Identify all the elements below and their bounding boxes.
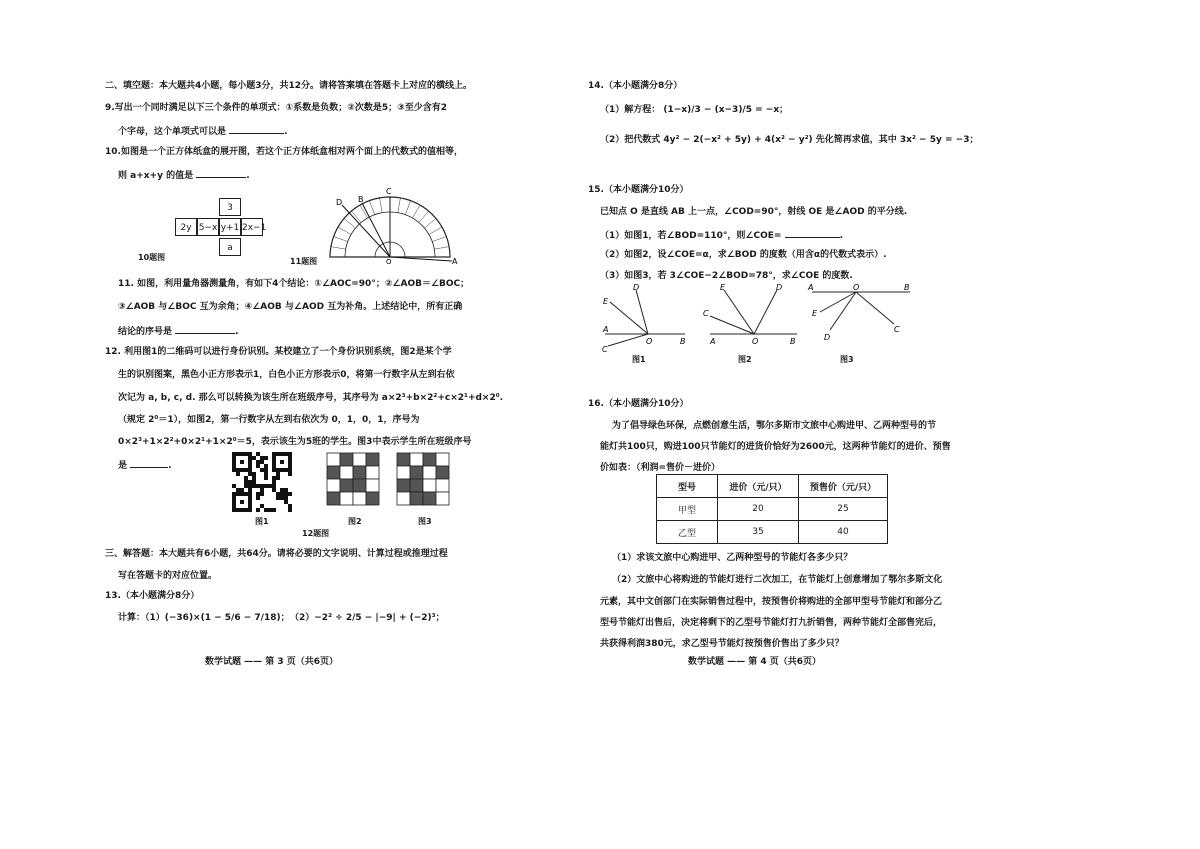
qr-module <box>232 468 236 472</box>
qr-module <box>264 456 268 460</box>
qr-module <box>276 496 280 500</box>
qr-module <box>264 464 268 468</box>
q15-fig1-caption: 图1 <box>632 355 646 364</box>
q9-text: 个字母，这个单项式可以是 <box>118 127 227 137</box>
section3-line2: 写在答题卡的对应位置。 <box>118 571 218 581</box>
q16-part2-line3: 型号节能灯出售后，决定将剩下的乙型号节能灯打九折销售，两种节能灯全部售完后， <box>600 618 943 628</box>
label-o: O <box>646 337 653 346</box>
grid-cell <box>340 453 353 466</box>
q13-part1: 计算：（1）(−36)×(1 − 5/6 − 7/18)； <box>118 613 290 623</box>
label-o: O <box>853 283 860 292</box>
q10-line1: 10.如图是一个正方体纸盒的展开图，若这个正方体纸盒相对两个面上的代数式的值相等， <box>105 147 463 157</box>
q11-answer-blank <box>175 324 235 334</box>
q15-title: 15.（本小题满分10分） <box>588 185 689 195</box>
qr-module <box>248 492 252 496</box>
qr-module <box>288 460 292 464</box>
q12-line2: 生的识别图案，黑色小正方形表示1，白色小正方形表示0，将第一行数字从左到右依 <box>118 370 455 380</box>
q16-line1: 为了倡导绿色环保，点燃创意生活，鄂尔多斯市文旅中心购进甲、乙两种型号的节 <box>612 421 937 431</box>
qr-module <box>272 480 276 484</box>
grid-cell <box>423 479 436 492</box>
fig11-caption: 11题图 <box>290 257 318 266</box>
table-cell: 甲型 <box>657 498 718 521</box>
label-e: E <box>603 297 609 306</box>
grid-cell <box>423 492 436 505</box>
qr-module <box>260 468 264 472</box>
q14-part1-label: （1）解方程： <box>600 105 661 115</box>
ray-od <box>754 290 777 334</box>
qr-module <box>248 456 252 460</box>
q16-part1: （1）求该文旅中心购进甲、乙两种型号的节能灯各多少只？ <box>612 553 853 563</box>
grid-fig2 <box>326 452 382 508</box>
q9-line1: 9.写出一个同时满足以下三个条件的单项式：①系数是负数；②次数是5；③至少含有2 <box>105 103 448 113</box>
grid-cell <box>436 492 449 505</box>
q14-title: 14.（本小题满分8分） <box>588 81 683 91</box>
grid-cell <box>327 492 340 505</box>
qr-module <box>288 508 292 512</box>
q12-answer-blank <box>130 458 168 468</box>
qr-module <box>288 472 292 476</box>
qr-module <box>268 484 272 488</box>
qr-module <box>280 496 284 500</box>
q10-text: 则 a+x+y 的值是 <box>118 171 194 181</box>
label-e: E <box>720 283 726 292</box>
ray-oe <box>820 292 856 312</box>
grid-cell <box>366 479 379 492</box>
qr-module <box>280 492 284 496</box>
qr-module <box>264 508 268 512</box>
label-o: O <box>386 258 392 265</box>
qr-module <box>236 492 240 496</box>
q9-line2: 个字母，这个单项式可以是 . <box>118 124 288 138</box>
qr-module <box>248 504 252 508</box>
q16-title: 16.（本小题满分10分） <box>588 399 689 409</box>
ray-ob <box>362 203 390 257</box>
label-e: E <box>812 309 818 318</box>
qr-module <box>232 504 236 508</box>
q12-line4: （规定 2⁰＝1），如图2，第一行数字从左到右依次为 0，1，0，1，序号为 <box>118 415 420 425</box>
label-o: O <box>752 337 759 346</box>
qr-module <box>244 476 248 480</box>
qr-module <box>252 456 256 460</box>
qr-module <box>232 484 236 488</box>
q16-line2: 能灯共100只，购进100只节能灯的进货价恰好为2600元，这两种节能灯的进价、预售 <box>600 442 951 452</box>
q15-part2: （2）如图2，设∠COE=α，求∠BOD 的度数（用含α的代数式表示）. <box>600 250 887 260</box>
qr-module <box>248 488 252 492</box>
qr-module <box>252 472 256 476</box>
fig2-caption: 图2 <box>348 517 362 526</box>
qr-module <box>248 500 252 504</box>
q16-line3: 价如表：（利润=售价－进价） <box>600 463 721 473</box>
q12-line1: 12. 利用图1的二维码可以进行身份识别。某校建立了一个身份识别系统，图2是某个学 <box>105 347 452 357</box>
grid-cell <box>327 453 340 466</box>
qr-module <box>260 488 264 492</box>
label-b: B <box>904 283 910 292</box>
label-d: D <box>336 198 343 207</box>
qr-module <box>256 452 260 456</box>
fig10-caption: 10题图 <box>138 253 166 262</box>
qr-module <box>280 460 284 464</box>
q15-intro: 已知点 O 是直线 AB 上一点，∠COD=90°，射线 OE 是∠AOD 的平分线. <box>600 207 908 217</box>
protractor-tick <box>413 205 421 218</box>
qr-module <box>240 488 244 492</box>
qr-module <box>272 468 276 472</box>
q15-part3: （3）如图3，若 3∠COE−2∠BOD=78°，求∠COE 的度数. <box>600 271 853 281</box>
qr-module <box>232 496 236 500</box>
qr-module <box>264 476 268 480</box>
grid-cell <box>436 466 449 479</box>
qr-module <box>236 468 240 472</box>
qr-module <box>272 488 276 492</box>
table-header: 进价（元/只） <box>718 475 799 498</box>
qr-module <box>256 460 260 464</box>
grid-cell <box>353 453 366 466</box>
qr-module <box>248 480 252 484</box>
protractor-tick <box>434 247 449 250</box>
q15-fig2 <box>702 282 802 352</box>
section2-heading: 二、填空题：本大题共4小题，每小题3分，共12分。请将答案填在答题卡上对应的横线上。 <box>105 81 473 91</box>
right-page <box>588 0 1200 849</box>
qr-module <box>236 508 240 512</box>
qr-module <box>244 480 248 484</box>
qr-module <box>248 452 252 456</box>
q10-line2: 则 a+x+y 的值是 . <box>118 168 250 182</box>
qr-module <box>276 452 280 456</box>
q11-line1: 11. 如图，利用量角器测量角，有如下4个结论：①∠AOC=90°；②∠AOB＝∠BOC； <box>118 279 470 289</box>
qr-module <box>248 464 252 468</box>
protractor-figure <box>320 185 460 265</box>
net-cell-top: 3 <box>219 198 241 216</box>
label-d: D <box>633 283 640 292</box>
qr-module <box>272 452 276 456</box>
table-row <box>657 521 888 544</box>
qr-module <box>276 492 280 496</box>
q16-part2-line1: （2）文旅中心将购进的节能灯进行二次加工，在节能灯上创意增加了鄂尔多斯文化 <box>612 575 943 585</box>
protractor-tick <box>338 227 351 235</box>
price-table <box>656 474 888 544</box>
label-a: A <box>603 325 609 334</box>
q14-part1-equation: (1−x)/3 − (x−3)/5 = −x； <box>663 105 789 115</box>
protractor-tick <box>429 227 442 235</box>
qr-module <box>288 468 292 472</box>
protractor-tick <box>424 218 435 228</box>
label-a: A <box>710 337 716 346</box>
label-c: C <box>602 345 608 352</box>
label-b: B <box>790 337 796 346</box>
net-cell-5-x: 5−x <box>197 218 219 236</box>
q15-fig2-caption: 图2 <box>738 355 752 364</box>
q15-part1: （1）如图1，若∠BOD=110°，则∠COE= . <box>600 228 843 242</box>
qr-module <box>284 496 288 500</box>
fig12-caption: 12题图 <box>302 529 330 538</box>
qr-module <box>268 508 272 512</box>
table-cell: 40 <box>799 521 888 544</box>
qr-module <box>236 452 240 456</box>
qr-module <box>284 452 288 456</box>
q15-fig3 <box>806 282 916 352</box>
q12-text: 是 <box>118 461 128 471</box>
qr-module <box>280 468 284 472</box>
protractor-tick <box>405 201 410 215</box>
table-header: 预售价（元/只） <box>799 475 888 498</box>
ray-oc <box>856 292 894 324</box>
grid-cell <box>366 492 379 505</box>
q16-part2-line4: 共获得利润380元，求乙型号节能灯按预售价售出了多少只？ <box>600 639 844 649</box>
grid-cell <box>340 466 353 479</box>
grid-cell <box>340 492 353 505</box>
q9-answer-blank <box>229 124 284 134</box>
qr-module <box>272 464 276 468</box>
net-cell-2y: 2y <box>175 218 197 236</box>
qr-module <box>232 456 236 460</box>
q13-title: 13.（本小题满分8分） <box>105 591 200 601</box>
qr-module <box>284 500 288 504</box>
protractor-tick <box>331 247 346 250</box>
grid-cell <box>436 453 449 466</box>
qr-module <box>236 472 240 476</box>
protractor-tick <box>369 201 374 215</box>
ray-od <box>830 292 856 330</box>
qr-module <box>264 468 268 472</box>
net-cell-y+1: y+1 <box>219 218 241 236</box>
qr-module <box>240 508 244 512</box>
qr-module <box>288 492 292 496</box>
label-d: D <box>824 333 831 342</box>
label-c: C <box>386 187 392 196</box>
grid-cell <box>410 453 423 466</box>
q15-fig1 <box>600 282 690 352</box>
qr-module <box>240 492 244 496</box>
qr-module <box>240 452 244 456</box>
grid-cell <box>353 466 366 479</box>
label-a: A <box>452 257 458 265</box>
qr-module <box>240 468 244 472</box>
grid-cell <box>436 479 449 492</box>
q10-answer-blank <box>196 168 246 178</box>
grid-cell <box>410 466 423 479</box>
q13-part2: （2）−2² ÷ 2/5 − |−9| + (−2)³； <box>290 613 445 623</box>
q15-part1-text: （1）如图1，若∠BOD=110°，则∠COE= <box>600 231 782 241</box>
grid-cell <box>410 479 423 492</box>
table-cell: 20 <box>718 498 799 521</box>
protractor-tick <box>380 198 383 213</box>
qr-module <box>260 456 264 460</box>
qr-module <box>248 468 252 472</box>
qr-module <box>232 464 236 468</box>
qr-module <box>272 484 276 488</box>
qr-module <box>252 480 256 484</box>
q15-fig3-caption: 图3 <box>840 355 854 364</box>
qr-module <box>284 492 288 496</box>
qr-module <box>260 460 264 464</box>
fig1-caption: 图1 <box>255 517 269 526</box>
grid-cell <box>353 492 366 505</box>
grid-cell <box>397 492 410 505</box>
qr-module <box>280 452 284 456</box>
qr-module <box>284 488 288 492</box>
qr-module <box>272 508 276 512</box>
qr-module <box>240 460 244 464</box>
qr-module <box>248 484 252 488</box>
section3-line1: 三、解答题：本大题共有6小题，共64分。请将必要的文字说明、计算过程或推理过程 <box>105 549 448 559</box>
table-cell: 35 <box>718 521 799 544</box>
qr-module <box>252 484 256 488</box>
label-b: B <box>680 337 686 346</box>
q14-part2: （2）把代数式 4y² − 2(−x² + 5y) + 4(x² − y²) 先化简再求值，其中 3x² − 5y = −3； <box>600 135 979 145</box>
qr-module <box>260 504 264 508</box>
label-a: A <box>808 283 814 292</box>
qr-module <box>232 460 236 464</box>
qr-module <box>272 476 276 480</box>
qr-module <box>276 476 280 480</box>
qr-module <box>284 468 288 472</box>
qr-module <box>272 460 276 464</box>
table-cell: 乙型 <box>657 521 718 544</box>
qr-module <box>240 500 244 504</box>
qr-module <box>244 508 248 512</box>
ray-od <box>636 290 648 334</box>
qr-module <box>248 472 252 476</box>
qr-module <box>288 456 292 460</box>
qr-code-figure <box>232 452 292 512</box>
grid-fig3 <box>396 452 452 508</box>
protractor-tick <box>432 236 446 241</box>
label-c: C <box>703 309 709 318</box>
qr-module <box>288 504 292 508</box>
grid-cell <box>410 492 423 505</box>
fig3-caption: 图3 <box>418 517 432 526</box>
q11-line2: ③∠AOB 与∠BOC 互为余角；④∠AOB 与∠AOD 互为补角。上述结论中，所有正确 <box>118 302 463 312</box>
grid-cell <box>327 466 340 479</box>
qr-module <box>280 488 284 492</box>
label-c: C <box>894 325 900 334</box>
qr-module <box>232 452 236 456</box>
qr-module <box>264 472 268 476</box>
grid-cell <box>340 479 353 492</box>
q14-part1 <box>600 104 788 116</box>
qr-module <box>244 468 248 472</box>
label-b: B <box>358 195 364 204</box>
grid-cell <box>423 466 436 479</box>
qr-module <box>256 496 260 500</box>
qr-module <box>256 484 260 488</box>
net-cell-a: a <box>219 238 241 256</box>
qr-module <box>264 484 268 488</box>
qr-module <box>260 484 264 488</box>
grid-cell <box>353 479 366 492</box>
qr-module <box>232 500 236 504</box>
qr-module <box>260 492 264 496</box>
qr-module <box>232 508 236 512</box>
qr-module <box>244 492 248 496</box>
qr-module <box>272 456 276 460</box>
table-header: 型号 <box>657 475 718 498</box>
net-cell-2x-1: 2x−1 <box>241 218 263 236</box>
grid-cell <box>327 479 340 492</box>
qr-module <box>276 468 280 472</box>
q16-part2-line2: 元素，其中文创部门在实际销售过程中，按预售价将购进的全部甲型号节能灯和部分乙 <box>600 597 943 607</box>
qr-module <box>256 508 260 512</box>
protractor-tick <box>344 218 355 228</box>
q11-line3: 结论的序号是 . <box>118 324 239 338</box>
protractor-tick <box>419 211 429 222</box>
qr-module <box>232 492 236 496</box>
qr-module <box>288 452 292 456</box>
footer-page4: 数学试题 —— 第 4 页（共6页） <box>688 657 822 667</box>
q12-line5: 0×2³+1×2²+0×2¹+1×2⁰＝5，表示该生为5班的学生。图3中表示学生所在班级序号 <box>118 437 472 447</box>
qr-module <box>236 488 240 492</box>
qr-module <box>248 496 252 500</box>
label-d: D <box>776 283 783 292</box>
qr-module <box>256 464 260 468</box>
protractor-tick <box>398 198 401 213</box>
qr-module <box>248 508 252 512</box>
q11-text: 结论的序号是 <box>118 327 173 337</box>
grid-cell <box>397 479 410 492</box>
q12-line6: 是 . <box>118 458 172 472</box>
qr-module <box>288 464 292 468</box>
grid-cell <box>423 453 436 466</box>
qr-module <box>244 484 248 488</box>
q15-answer-blank <box>785 228 840 238</box>
qr-module <box>252 476 256 480</box>
grid-cell <box>366 453 379 466</box>
qr-module <box>244 452 248 456</box>
table-row <box>657 498 888 521</box>
q12-line3: 次记为 a, b, c, d. 那么可以转换为该生所在班级序号，其序号为 a×2³+b×2²+c×2¹+d×2⁰. <box>118 393 504 403</box>
footer-page3: 数学试题 —— 第 3 页（共6页） <box>205 657 339 667</box>
grid-cell <box>397 453 410 466</box>
protractor-tick <box>334 236 348 241</box>
qr-module <box>276 472 280 476</box>
table-cell: 25 <box>799 498 888 521</box>
ray-oa <box>390 257 452 261</box>
qr-module <box>248 460 252 464</box>
table-header-row <box>657 475 888 498</box>
qr-module <box>256 492 260 496</box>
ray-oe <box>610 302 648 334</box>
grid-cell <box>366 466 379 479</box>
grid-cell <box>397 466 410 479</box>
ray-oc <box>608 334 648 346</box>
